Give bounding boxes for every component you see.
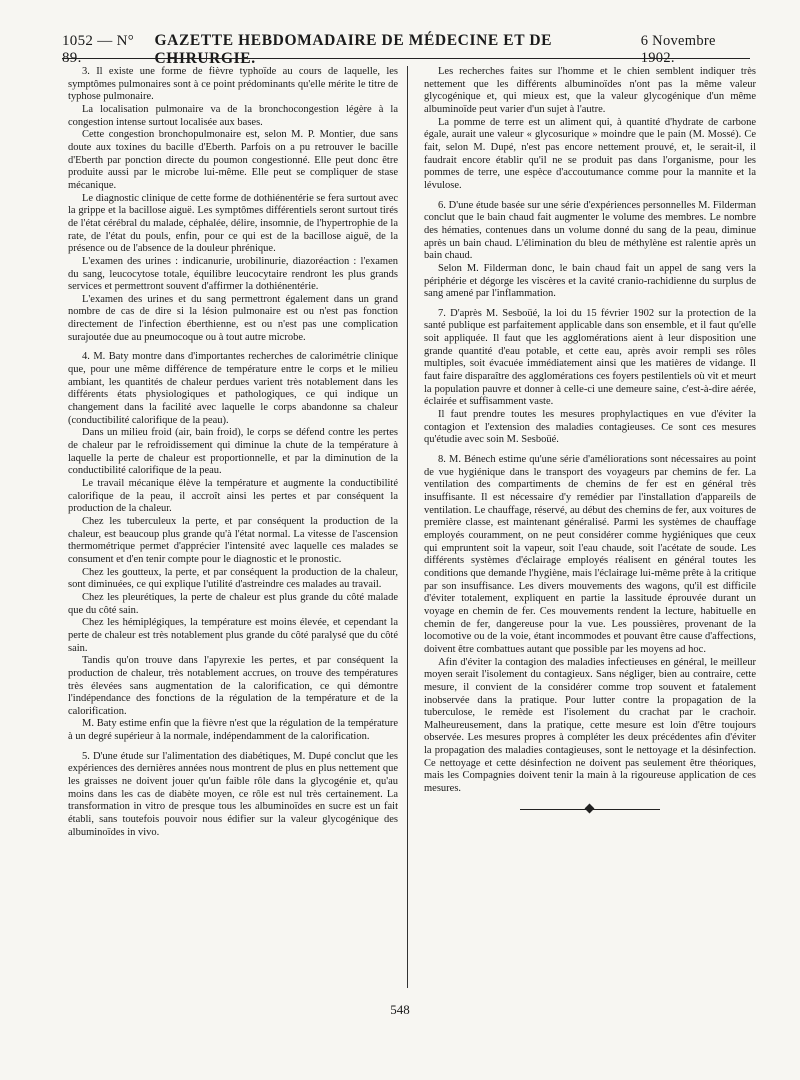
paragraph: La localisation pulmonaire va de la bronchocongestion légère à la congestion intense surtout localisée aux bases. bbox=[68, 103, 398, 128]
paragraph: Il faut prendre toutes les mesures prophylactiques en vue d'éviter la contagion et l'extension des maladies contagieuses. Ce sont ces mesures qu'étudie avec soin M. Sesboüé. bbox=[424, 409, 756, 446]
right-column bbox=[424, 66, 756, 815]
paragraph: Cette congestion bronchopulmonaire est, selon M. P. Montier, due sans doute aux toxines du bacille d'Eberth. Parfois on a pu retrouver le bacille d'Eberth par ponction directe du poumon congestionné. Elle peut donc être produite aussi par le microbe lui-même. Elle peut se compliquer de stase mécanique. bbox=[68, 129, 398, 191]
paragraph: L'examen des urines : indicanurie, urobilinurie, diazoréaction : l'examen du sang, leucocytose totale, équilibre leucocytaire rendront les plus grands services et permettront souvent d'affirmer la dothiénentérie. bbox=[68, 255, 398, 293]
paragraph: Le travail mécanique élève la température et augmente la conductibilité calorifique de la peau, il accroît ainsi les pertes et par conséquent la production de la chaleur. bbox=[68, 478, 398, 515]
paragraph: Chez les pleurétiques, la perte de chaleur est plus grande du côté malade que du côté sain. bbox=[68, 591, 398, 616]
paragraph: 5. D'une étude sur l'alimentation des diabétiques, M. Dupé conclut que les expériences des dernières années nous montrent de plus en plus nettement que les graisses ne doivent jouer qu'un faible rôle dans la glycogénie et, qu'au moins dans les cas de diabète moyen, ce rôle est nul très certainement. La transformation in vitro de presque tous les albuminoïdes en sucre est un fait établi, sans toutefois pouvoir nous édifier sur la valeur glycogénique des albuminoïdes in vivo. bbox=[68, 750, 398, 838]
running-header bbox=[62, 32, 750, 67]
column-divider bbox=[407, 66, 408, 988]
paragraph: 8. M. Bénech estime qu'une série d'améliorations sont nécessaires au point de vue hygiénique dans le transport des voyageurs par chemins de fer. La ventilation des compartiments de chemins de fer est en général très insuffisante. Il est nécessaire d'y remédier par l'installation d'appareils de ventilation. Le chauffage, réservé, au début des chemins de fer, aux voitures de première classe, est maintenant généralisé. Parmi les systèmes de chauffage employés couramment, on ne peut considérer comme hygiéniques que ceux qui empruntent soit la vapeur, soit l'eau chaude, soit l'acétate de soude. Les différents systèmes d'éclairage employés réalisent en général toutes les conditions que demande l'hygiène, mais l'éclairage lui-même prête à la critique par son insuffisance. Les divers mouvements des wagons, qu'il est difficile d'éviter totalement, expliquent en partie la lassitude éprouvée durant un voyage en chemin de fer. Ces mouvements rendent la lecture, habituelle en chemin de fer, dangereuse pour la vue. Les poussières, provenant de la locomotive ou de la voie, étant incommodes et pouvant être cause d'affections, doivent être combattues autant que possible par les moyens ad hoc. bbox=[424, 454, 756, 655]
paragraph: Dans un milieu froid (air, bain froid), le corps se défend contre les pertes de chaleur par le refroidissement qui diminue la chute de la température à laquelle la perte de chaleur est proportionnelle, et par la diminution de la conductibilité calorifique de la peau. bbox=[68, 427, 398, 477]
paragraph: Le diagnostic clinique de cette forme de dothiénentérie se fera surtout avec la grippe et la bacillose aiguë. Les symptômes différentiels seront surtout tirés de l'état cérébral du malade, céphalée, délire, insomnie, de l'hypertrophie de la rate, de l'état du pouls, enfin, pour ce qui est de la bacillose aiguë, de la présence ou de l'absence de la douleur phrénique. bbox=[68, 192, 398, 255]
paragraph: 6. D'une étude basée sur une série d'expériences personnelles M. Filderman conclut que le bain chaud fait augmenter le volume des membres. Le nombre des hématies, contenues dans un volume donné du sang de la peau, diminue après un bain chaud. L'élimination du bleu de méthylène est ralentie après un bain chaud. bbox=[424, 199, 756, 262]
end-ornament bbox=[520, 805, 660, 815]
paragraph: Tandis qu'on trouve dans l'apyrexie les pertes, et par conséquent la production de chaleur, très notablement accrues, on trouve des températures très élevées sans augmentation de la calorification, ce qui démontre l'indépendance des fonctions de la régulation de la température et de la calorification. bbox=[68, 655, 398, 717]
left-column bbox=[68, 66, 398, 839]
paragraph: Selon M. Filderman donc, le bain chaud fait un appel de sang vers la périphérie et dégorge les viscères et la cavité cranio-rachidienne du surplus de sang amené par l'inflammation. bbox=[424, 262, 756, 300]
paragraph: 3. Il existe une forme de fièvre typhoïde au cours de laquelle, les symptômes pulmonaires sont à ce point prédominants qu'elle mérite le titre de typhose pulmonaire. bbox=[68, 66, 398, 103]
paragraph: L'examen des urines et du sang permettront également dans un grand nombre de cas de dire si la lésion pulmonaire est ou n'est pas fonction directement de l'infection éberthienne, est ou n'est pas une complication surajoutée due au pneumocoque ou à tout autre microbe. bbox=[68, 293, 398, 343]
header-rule bbox=[62, 58, 750, 59]
paragraph: Les recherches faites sur l'homme et le chien semblent indiquer très nettement que les différents albuminoïdes n'ont pas la même valeur glycogénique et, qui mieux est, que la valeur glycogénique d'un même albuminoïde peut varier d'un sujet à l'autre. bbox=[424, 66, 756, 115]
paragraph: 7. D'après M. Sesboüé, la loi du 15 février 1902 sur la protection de la santé publique est parfaitement applicable dans son ensemble, et il faut qu'elle soit appliquée. Il faut que les agglomérations aient à leur disposition une grande quantité d'eau potable, et cette eau, après avoir rempli ses rôles multiples, soit évacuée immédiatement ainsi que les matières de vidange. Il faut faire disparaître des agglomérations ces foyers pestilentiels où vit et meurt la population pauvre et donner à celle-ci une demeure saine, c'est-à-dire aérée, éclairée et suffisamment vaste. bbox=[424, 307, 756, 408]
paragraph: Chez les goutteux, la perte, et par conséquent la production de la chaleur, sont diminuées, ce qui explique l'utilité d'astreindre ces malades au travail. bbox=[68, 566, 398, 591]
page-number: 548 bbox=[390, 1002, 410, 1017]
paragraph: M. Baty estime enfin que la fièvre n'est que la régulation de la température à un degré supérieur à la normale, indépendamment de la calorification. bbox=[68, 718, 398, 743]
paragraph: 4. M. Baty montre dans d'importantes recherches de calorimétrie clinique que, pour une même différence de température entre le corps et le milieu ambiant, les quantités de chaleur perdues varient très notablement dans les différents états physiologiques et pathologiques, ce qui indique un changement dans la facilité avec laquelle le corps abandonne sa chaleur (conductibilité calorifique de la peau). bbox=[68, 351, 398, 426]
issue-date: 6 Novembre 1902. bbox=[640, 33, 716, 66]
paragraph: La pomme de terre est un aliment qui, à quantité d'hydrate de carbone égale, aurait une valeur « glycosurique » moindre que le pain (M. Mossé). Ce fait, selon M. Dupé, n'est pas encore nettement prouvé, et, le serait-il, il faudrait encore établir qu'il ne se produit pas dans l'organisme, pour les pommes de terre, une espèce d'accoutumance comme pour la mannite et la lévulose. bbox=[424, 116, 756, 191]
journal-title: GAZETTE HEBDOMADAIRE DE MÉDECINE ET DE CHIRURGIE. bbox=[154, 32, 553, 67]
paragraph: Afin d'éviter la contagion des maladies infectieuses en général, le meilleur moyen serait l'isolement du contagieux. Sans négliger, bien au contraire, cette mesure, il convient de la considérer comme trop souvent et fatalement inobservée dans la pratique. Pour lutter contre la propagation de la tuberculose, le remède est l'isolement du crachat par le crachoir. Malheureusement, dans la pratique, cette mesure est loin d'être toujours observée. Les mesures propres à compléter les deux précédentes afin d'éviter la propagation des maladies contagieuses, sont le nettoyage et la désinfection. Ce nettoyage et cette désinfection ne doivent pas seulement être théoriques, mais les Compagnies doivent tenir la main à la rigoureuse application de ces mesures. bbox=[424, 656, 756, 795]
paragraph: Chez les hémiplégiques, la température est moins élevée, et cependant la perte de chaleur est très notablement plus grande du côté paralysé que du côté sain. bbox=[68, 617, 398, 654]
page-issue-number: 1052 — N° 89. bbox=[62, 33, 135, 66]
paragraph: Chez les tuberculeux la perte, et par conséquent la production de la chaleur, est beaucoup plus grande qu'à l'état normal. La vitesse de l'ascension thermométrique permet d'apprécier l'intensité avec laquelle ces malades se consument et d'en tenir compte pour le diagnostic et le pronostic. bbox=[68, 515, 398, 565]
